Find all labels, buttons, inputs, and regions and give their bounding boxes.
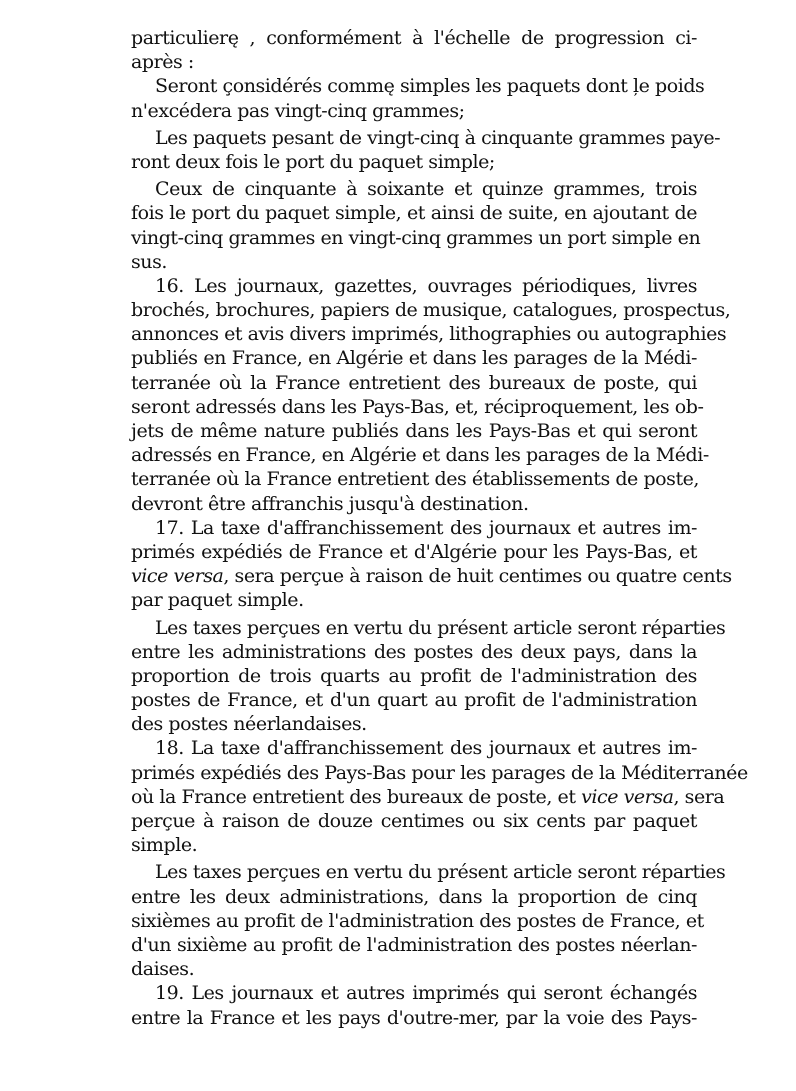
text-line: annonces et avis divers imprimés, lithographies ou autographies [131, 323, 727, 346]
text-line: primés expédiés des Pays-Bas pour les parages de la Méditerranée [131, 761, 748, 784]
text-line: vingt-cinq grammes en vingt-cinq grammes un port simple en [131, 226, 701, 249]
article-16 [131, 274, 731, 516]
text-line: entre les deux administrations, dans la proportion de cinq [131, 885, 697, 908]
article-19-heading-line: 19. Les journaux et autres imprimés qui seront échangés [155, 982, 697, 1005]
text-line: perçue à raison de douze centimes ou six cents par paquet [131, 810, 697, 832]
text-line: daises. [131, 958, 195, 981]
italic-phrase: vice versa [131, 565, 224, 588]
text-line: jets de même nature publiés dans les Pays-Bas et qui seront [131, 420, 697, 442]
text-line: où la France entretient des bureaux de poste, et vice versa, sera [131, 785, 725, 808]
article-18-taxes [131, 860, 726, 981]
text-line: particulierę , conformément à l'échelle de progression ci- [131, 27, 697, 49]
text-line: par paquet simple. [131, 589, 304, 612]
text-line: simple. [131, 834, 198, 857]
text-line: d'un sixième au profit de l'administration des postes néerlan- [131, 933, 697, 956]
text-line: entre les administrations des postes des deux pays, dans la [131, 640, 697, 663]
text-line: proportion de trois quarts au profit de l'administration des [131, 664, 697, 687]
text-line: Ceux de cinquante à soixante et quinze grammes, trois [155, 178, 697, 201]
text-line: primés expédiés de France et d'Algérie pour les Pays-Bas, et [131, 540, 697, 563]
text-line: seront adressés dans les Pays-Bas, et, réciproquement, les ob- [131, 395, 704, 418]
document-page [131, 26, 748, 1030]
text-line: ront deux fois le port du paquet simple; [131, 150, 495, 173]
text-line: après : [131, 51, 194, 74]
text-line: vice versa, sera perçue à raison de huit centimes ou quatre cents [131, 565, 732, 588]
article-18-heading-line: 18. La taxe d'affranchissement des journaux et autres im- [155, 737, 697, 760]
text-line: Seront çonsidérés commę simples les paquets dont ļe poids [155, 75, 705, 98]
paragraph-double-rate [131, 126, 721, 174]
paragraph-continuation [131, 26, 697, 74]
paragraph-triple-rate [131, 177, 701, 274]
text-line: devront être affranchis jusqu'à destination. [131, 492, 529, 515]
text-line: entre la France et les pays d'outre-mer, par la voie des Pays- [131, 1006, 697, 1029]
text-line: terranée où la France entretient des bureaux de poste, qui [131, 371, 697, 394]
text-line: fois le port du paquet simple, et ainsi de suite, en ajoutant de [131, 202, 697, 225]
text-line: publiés en France, en Algérie et dans les parages de la Médi- [131, 347, 697, 370]
text-line: n'excédera pas vingt-cinq grammes; [131, 99, 465, 122]
text-line: brochés, brochures, papiers de musique, catalogues, prospectus, [131, 299, 731, 322]
text-line: Les taxes perçues en vertu du présent article seront réparties [155, 861, 726, 884]
paragraph-simple-packets [131, 74, 705, 122]
article-19 [131, 981, 697, 1029]
text-line: sixièmes au profit de l'administration des postes de France, et [131, 909, 704, 932]
article-16-heading-line: 16. Les journaux, gazettes, ouvrages périodiques, livres [155, 274, 697, 297]
article-17 [131, 516, 732, 613]
italic-phrase: vice versa [581, 785, 674, 808]
text-line: terranée où la France entretient des établissements de poste, [131, 468, 700, 491]
text-line: adressés en France, en Algérie et dans les parages de la Médi- [131, 444, 709, 467]
article-18 [131, 736, 748, 857]
article-17-taxes [131, 616, 726, 737]
text-line: Les paquets pesant de vingt-cinq à cinquante grammes paye- [155, 126, 721, 149]
text-line: postes de France, et d'un quart au profit de l'administration [131, 689, 697, 712]
text-line: Les taxes perçues en vertu du présent article seront réparties [155, 616, 726, 639]
text-line: sus. [131, 250, 167, 273]
article-17-heading-line: 17. La taxe d'affranchissement des journaux et autres im- [155, 516, 697, 539]
text-line: des postes néerlandaises. [131, 713, 367, 736]
